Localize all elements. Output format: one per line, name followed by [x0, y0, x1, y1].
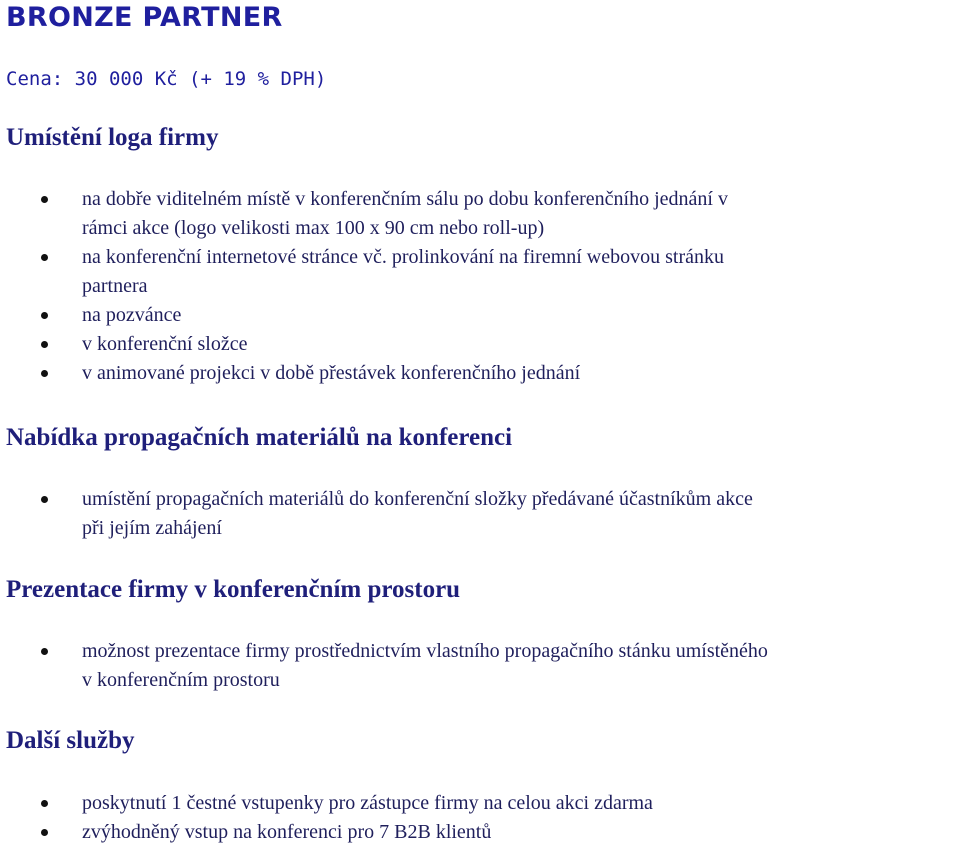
list-item-line: možnost prezentace firmy prostřednictvím vlastního propagačního stánku umístěného — [82, 640, 768, 662]
list-item-line: na pozvánce — [82, 304, 182, 326]
bullet-icon — [41, 648, 48, 655]
list-item — [0, 818, 960, 847]
list-item — [0, 359, 960, 388]
page-title: BRONZE PARTNER — [6, 2, 283, 33]
list-item-line: umístění propagačních materiálů do konferenční složky předávané účastníkům akce — [82, 488, 753, 510]
list-item-line: rámci akce (logo velikosti max 100 x 90 cm nebo roll-up) — [82, 217, 545, 239]
section-list-presentation — [0, 637, 960, 695]
bullet-icon — [41, 370, 48, 377]
price-line: Cena: 30 000 Kč (+ 19 % DPH) — [6, 68, 327, 90]
section-list-services — [0, 789, 960, 847]
list-item — [0, 637, 960, 695]
section-list-materials — [0, 485, 960, 543]
section-heading-presentation: Prezentace firmy v konferenčním prostoru — [6, 576, 461, 603]
list-item-line: na konferenční internetové stránce vč. prolinkování na firemní webovou stránku — [82, 246, 725, 268]
list-item — [0, 789, 960, 818]
list-item — [0, 330, 960, 359]
bullet-icon — [41, 341, 48, 348]
list-item-line: poskytnutí 1 čestné vstupenky pro zástupce firmy na celou akci zdarma — [82, 792, 653, 814]
list-item — [0, 485, 960, 543]
list-item-line: v animované projekci v době přestávek konferenčního jednání — [82, 362, 581, 384]
bullet-icon — [41, 496, 48, 503]
section-heading-services: Další služby — [6, 727, 135, 754]
list-item-line: zvýhodněný vstup na konferenci pro 7 B2B klientů — [82, 821, 492, 843]
list-item-line: na dobře viditelném místě v konferenčním sálu po dobu konferenčního jednání v — [82, 188, 728, 210]
bullet-icon — [41, 800, 48, 807]
bullet-icon — [41, 254, 48, 261]
list-item-line: partnera — [82, 275, 148, 297]
list-item-line: v konferenčním prostoru — [82, 669, 280, 691]
bullet-icon — [41, 312, 48, 319]
list-item — [0, 243, 960, 301]
list-item — [0, 185, 960, 243]
section-heading-logo: Umístění loga firmy — [6, 124, 219, 151]
section-list-logo — [0, 185, 960, 388]
list-item-line: při jejím zahájení — [82, 517, 222, 539]
list-item-line: v konferenční složce — [82, 333, 248, 355]
section-heading-materials: Nabídka propagačních materiálů na konferenci — [6, 424, 513, 451]
bullet-icon — [41, 196, 48, 203]
bullet-icon — [41, 829, 48, 836]
list-item — [0, 301, 960, 330]
